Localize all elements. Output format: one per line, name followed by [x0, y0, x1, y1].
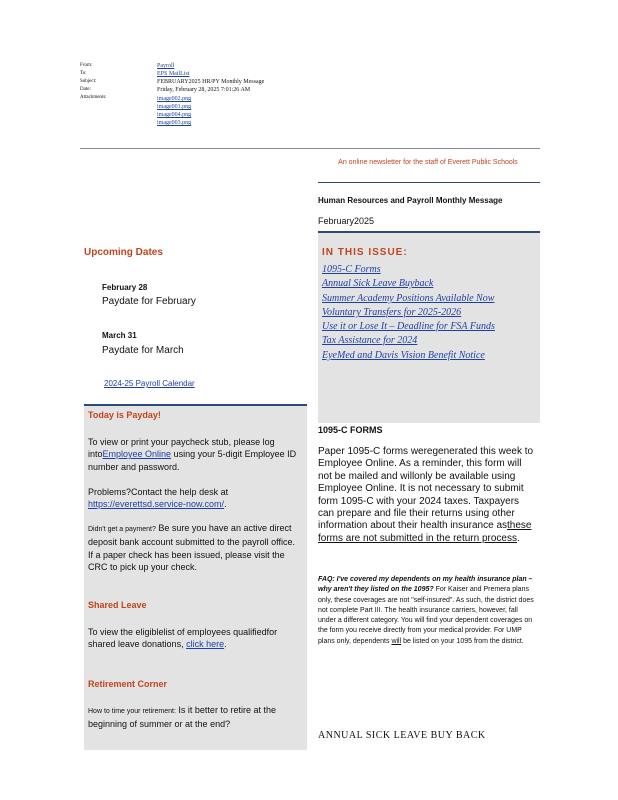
- shared-leave-heading: Shared Leave: [88, 600, 147, 610]
- upcoming-desc: Paydate for February: [102, 296, 196, 307]
- faq-paragraph: [318, 575, 534, 647]
- attachments-row: [80, 95, 540, 126]
- issue-toc: [322, 263, 532, 363]
- attachment-link[interactable]: image003.png: [157, 120, 192, 126]
- from-label: From:: [80, 63, 93, 68]
- payroll-calendar-link[interactable]: 2024-25 Payroll Calendar: [104, 379, 195, 388]
- helpdesk-period: .: [224, 499, 227, 510]
- toc-link[interactable]: Use it or Lose It – Deadline for FSA Funds: [322, 321, 495, 333]
- subject-row: [80, 79, 540, 87]
- newsletter-title: Human Resources and Payroll Monthly Message: [318, 196, 503, 205]
- payday-heading: Today is Payday!: [88, 410, 161, 420]
- newsletter-month: February2025: [318, 216, 375, 226]
- left-panel: [84, 404, 307, 750]
- retirement-text: Is it better to retire at the beginning of summer or at the end?: [88, 705, 276, 730]
- date-value: Friday, February 28, 2025 7:01:26 AM: [157, 87, 251, 93]
- retirement-question: How to time your retirement:: [88, 708, 176, 715]
- helpdesk-link[interactable]: https://everettsd.service-now.com/: [88, 499, 225, 510]
- subject-value: FEBRUARY2025 HR/PY Monthly Message: [157, 79, 265, 85]
- attachment-link[interactable]: image001.png: [157, 104, 192, 110]
- payday-text-end: using your 5-digit Employee ID number and password.: [88, 449, 297, 472]
- payment-paragraph: [88, 522, 300, 573]
- subject-label: Subject:: [80, 79, 97, 84]
- intro-divider: [318, 182, 540, 183]
- in-this-issue-box: [318, 231, 540, 423]
- payday-paragraph: [88, 436, 300, 473]
- to-value[interactable]: EPS MailList: [157, 71, 190, 77]
- email-header: [80, 63, 540, 126]
- toc-link[interactable]: Summer Academy Positions Available Now: [322, 292, 495, 304]
- helpdesk-paragraph: [88, 486, 300, 511]
- retirement-heading: Retirement Corner: [88, 679, 168, 689]
- faq-question: FAQ: I've covered my dependents on my health insurance plan – why aren't they listed on the 1095?: [318, 576, 533, 594]
- attachment-link[interactable]: image004.png: [157, 112, 192, 118]
- faq-answer: For Kaiser and Premera plans only, these coverages are not "self-insured". As such, the district does not complete Part III. The health insurance carriers, however, fall under a different category. You will find your dependent coverages on the form you receive directly from your medical provider. For UMP plans only, dependents: [318, 586, 534, 645]
- upcoming-date: March 31: [102, 331, 137, 340]
- newsletter-intro: An online newsletter for the staff of Everett Public Schools: [338, 159, 518, 166]
- payment-text: Be sure you have an active direct deposit bank account submitted to the payroll office. If a paper check has been issued, please visit the CRC to pick up your check.: [88, 523, 295, 572]
- forms-period: .: [516, 532, 520, 544]
- shared-leave-text: To view the eligiblelist of employees qualifiedfor shared leave donations,: [88, 627, 278, 650]
- forms-text: Paper 1095-C forms weregenerated this week to Employee Online. As a reminder, this form will not be mailed and willonly be available using Employee Online. It is not necessary to submit form 1095-C with your 2024 taxes. Taxpayers can prepare and file their returns using other information about their health insurance as: [318, 446, 534, 532]
- from-value[interactable]: Payroll: [157, 63, 175, 69]
- click-here-link[interactable]: click here: [186, 639, 225, 650]
- employee-online-link[interactable]: Employee Online: [102, 449, 172, 460]
- upcoming-dates-heading: Upcoming Dates: [84, 247, 163, 258]
- faq-will: will: [391, 637, 402, 645]
- attachment-link[interactable]: image002.png: [157, 96, 192, 102]
- forms-underlined-text: these forms are not submitted in the return process: [318, 520, 532, 544]
- toc-link[interactable]: Annual Sick Leave Buyback: [322, 278, 434, 290]
- upcoming-date: February 28: [102, 283, 148, 292]
- in-this-issue-heading: IN THIS ISSUE:: [322, 247, 408, 258]
- shared-leave-paragraph: [88, 626, 300, 651]
- to-label: To:: [80, 71, 87, 76]
- to-row: [80, 71, 540, 79]
- header-divider: [80, 148, 540, 149]
- payday-text: To view or print your paycheck stub, please log into: [88, 437, 275, 460]
- payment-question: Didn't get a payment?: [88, 526, 156, 533]
- faq-answer-end: be listed on your 1095 from the district.: [401, 637, 524, 645]
- upcoming-desc: Paydate for March: [102, 345, 184, 356]
- toc-link[interactable]: EyeMed and Davis Vision Benefit Notice: [322, 349, 485, 361]
- date-row: [80, 87, 540, 95]
- shared-leave-period: .: [224, 639, 227, 650]
- toc-link[interactable]: Tax Assistance for 2024: [322, 335, 418, 347]
- annual-heading: ANNUAL SICK LEAVE BUY BACK: [318, 730, 486, 741]
- attachments-label: Attachments:: [80, 95, 107, 100]
- toc-link[interactable]: 1095-C Forms: [322, 264, 381, 275]
- date-label: Date:: [80, 87, 91, 92]
- forms-paragraph: [318, 446, 534, 545]
- from-row: [80, 63, 540, 71]
- toc-link[interactable]: Voluntary Transfers for 2025-2026: [322, 306, 462, 318]
- retirement-paragraph: [88, 704, 300, 731]
- attachment-list: [157, 95, 191, 127]
- helpdesk-text: Problems?Contact the help desk at: [88, 487, 229, 497]
- forms-heading: 1095-C FORMS: [318, 425, 383, 435]
